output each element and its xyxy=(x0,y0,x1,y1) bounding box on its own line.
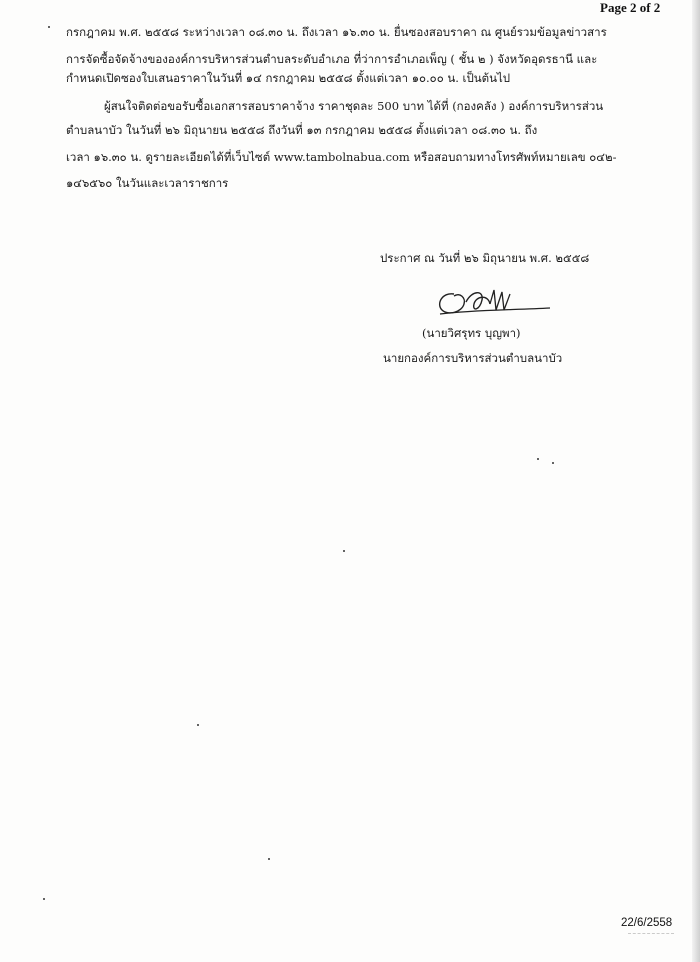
page-edge xyxy=(692,0,700,962)
signer-name: (นายวิศรุทร บุญพา) xyxy=(422,326,521,340)
body-line-1: กรกฎาคม พ.ศ. ๒๕๕๘ ระหว่างเวลา ๐๘.๓๐ น. ถึงเวลา ๑๖.๓๐ น. ยื่นซองสอบราคา ณ ศูนย์รวมข้อมูลข่าวสาร xyxy=(66,25,607,39)
body-line-7: ๑๔๖๕๖๐ ในวันและเวลาราชการ xyxy=(66,176,229,190)
scan-speck xyxy=(537,458,539,460)
scan-speck xyxy=(552,462,554,464)
handwritten-signature xyxy=(432,284,552,324)
body-line-3: กำหนดเปิดซองใบเสนอราคาในวันที่ ๑๔ กรกฎาคม ๒๕๕๘ ตั้งแต่เวลา ๑๐.๐๐ น. เป็นต้นไป xyxy=(66,71,511,85)
scan-speck xyxy=(197,724,199,726)
body-line-5: ตำบลนาบัว ในวันที่ ๒๖ มิถุนายน ๒๕๕๘ ถึงวันที่ ๑๓ กรกฎาคม ๒๕๕๘ ตั้งแต่เวลา ๐๘.๓๐ น. ถึง xyxy=(66,123,538,137)
body-line-4: ผู้สนใจติดต่อขอรับซื้อเอกสารสอบราคาจ้าง ราคาชุดละ 500 บาท ได้ที่ (กองคลัง ) องค์การบริหารส่วน xyxy=(104,99,604,113)
announcement-date: ประกาศ ณ วันที่ ๒๖ มิถุนายน พ.ศ. ๒๕๕๘ xyxy=(380,251,590,265)
date-stamp: 22/6/2558 xyxy=(621,917,673,929)
stamp-bleed-through xyxy=(628,933,674,940)
scan-speck xyxy=(43,898,45,900)
page-number: Page 2 of 2 xyxy=(600,0,661,15)
scan-speck xyxy=(48,26,50,28)
scan-speck xyxy=(268,858,270,860)
body-line-6: เวลา ๑๖.๓๐ น. ดูรายละเอียดได้ที่เว็บไซต์ www.tambolnabua.com หรือสอบถามทางโทรศัพท์หมายเลข ๐๔๒- xyxy=(66,150,617,164)
body-line-2: การจัดซื้อจัดจ้างขององค์การบริหารส่วนตำบลระดับอำเภอ ที่ว่าการอำเภอเพ็ญ ( ชั้น ๒ ) จังหวัดอุดรธานี และ xyxy=(66,52,598,66)
scan-speck xyxy=(343,550,345,552)
signer-title: นายกองค์การบริหารส่วนตำบลนาบัว xyxy=(383,351,563,365)
